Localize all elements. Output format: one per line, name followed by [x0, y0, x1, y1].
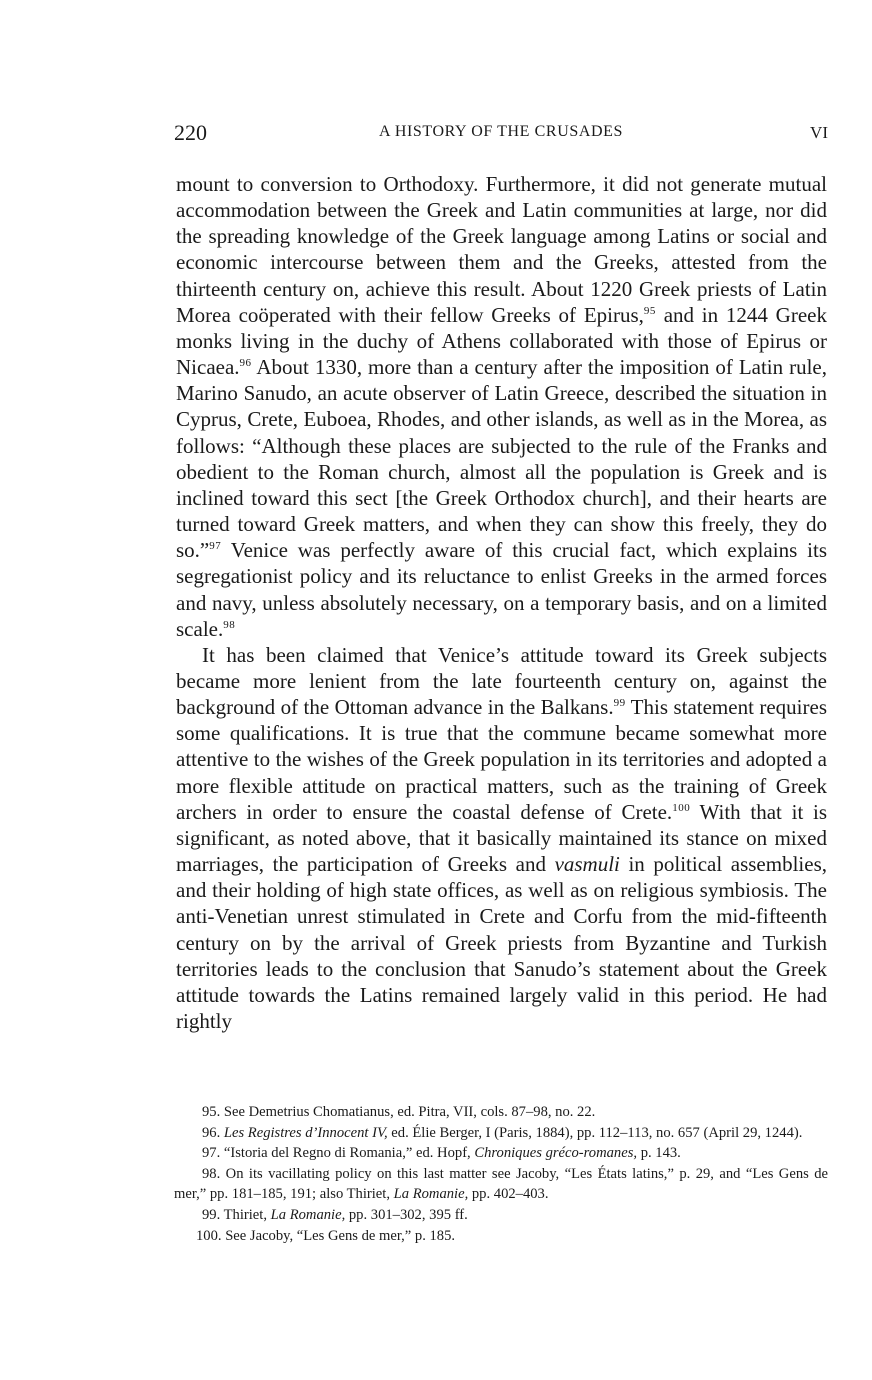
- footnote-text: 95. See Demetrius Chomatianus, ed. Pitra, VII, cols. 87–98, no. 22.: [202, 1104, 596, 1120]
- page-number: 220: [174, 120, 207, 145]
- text-run: It has been claimed that Venice’s attitude toward its Greek subjects became more lenient from the late fourteenth century on, against the background of the Ottoman advance in the Balkans.: [176, 642, 827, 720]
- text-run: About 1330, more than a century after the imposition of Latin rule, Marino Sanudo, an acute observer of Latin Greece, described the situation in Cyprus, Crete, Euboea, Rhodes, and other islands, as well as in the Morea, as follows: “Although these places are subjected to the rule of the Franks and obedient to the Roman church, almost all the population is Greek and is inclined toward this sect [the Greek Orthodox church], and their hearts are turned toward Greek matters, and when they can show this freely, they do so.”: [176, 355, 827, 563]
- footnote-title: La Romanie,: [270, 1206, 346, 1223]
- footnote-95: [174, 1102, 828, 1123]
- footnote-ref-99[interactable]: 99: [613, 697, 626, 710]
- running-title: A HISTORY OF THE CRUSADES: [378, 123, 624, 140]
- running-head: [174, 120, 828, 148]
- footnote-text: ed. Élie Berger, I (Paris, 1884), pp. 112–113, no. 657 (April 29, 1244).: [387, 1124, 803, 1141]
- footnote-96: [174, 1123, 828, 1144]
- footnote-text: pp. 402–403.: [468, 1186, 549, 1203]
- text-run: and in 1244 Greek monks living in the duchy of Athens collaborated with those of Epirus or Nicaea.: [176, 302, 827, 380]
- footnote-100: [174, 1226, 828, 1247]
- text-run: This statement requires some qualifications. It is true that the commune became somewhat more attentive to the wishes of the Greek population in its territories and adopted a more flexible attitude on practical matters, such as the training of Greek archers in order to ensure the coastal defense of Crete.: [176, 695, 828, 824]
- footnote-title: Chroniques gréco-romanes,: [474, 1145, 638, 1162]
- footnote-99: [174, 1205, 828, 1226]
- body-text: [176, 171, 827, 1034]
- text-run: in political assemblies, and their holding of high state offices, as well as on religious symbiosis. The anti-Venetian unrest stimulated in Crete and Corfu from the mid-fifteenth century on by the arrival of Greek priests from Byzantine and Turkish territories leads to the conclusion that Sanudo’s statement about the Greek attitude towards the Latins remained largely valid in this period. He had rightly: [176, 852, 827, 1033]
- footnote-text: 100. See Jacoby, “Les Gens de mer,” p. 185.: [196, 1227, 456, 1244]
- footnote-text: 97. “Istoria del Regno di Romania,” ed. Hopf,: [202, 1145, 475, 1162]
- text-run: Venice was perfectly aware of this crucial fact, which explains its segregationist policy and its reluctance to enlist Greeks in the armed forces and navy, unless absolutely necessary, on a temporary basis, and on a limited scale.: [176, 538, 827, 641]
- footnote-ref-96[interactable]: 96: [239, 357, 252, 370]
- footnote-title: Les Registres d’Innocent IV,: [223, 1124, 388, 1141]
- part-number: VI: [810, 123, 828, 142]
- footnote-text: pp. 301–302, 395 ff.: [345, 1206, 468, 1223]
- footnote-98: [174, 1164, 828, 1205]
- footnote-ref-95[interactable]: 95: [643, 304, 656, 317]
- paragraph-1: [176, 171, 827, 642]
- footnotes: [174, 1102, 828, 1246]
- footnote-97: [174, 1143, 828, 1164]
- footnote-ref-97[interactable]: 97: [209, 540, 222, 553]
- footnote-text: 96.: [202, 1124, 224, 1141]
- footnote-ref-100[interactable]: 100: [672, 801, 691, 814]
- text-run: With that it is significant, as noted above, that it basically maintained its stance on mixed marriages, the participation of Greeks and: [176, 799, 827, 877]
- footnote-ref-98[interactable]: 98: [223, 618, 236, 631]
- footnote-text: 99. Thiriet,: [202, 1206, 271, 1223]
- paragraph-2: [176, 642, 827, 1034]
- footnote-text: 98. On its vacillating policy on this last matter see Jacoby, “Les États latins,” p. 29, and “Les Gens de mer,” pp. 181–185, 191; also Thiriet,: [174, 1165, 828, 1203]
- text-run: mount to conversion to Orthodoxy. Furthermore, it did not generate mutual accommodation between the Greek and Latin communities at large, nor did the spreading knowledge of the Greek language among Latins or social and economic intercourse between them and the Greeks, attested from the thirteenth century on, achieve this result. About 1220 Greek priests of Latin Morea coöperated with their fellow Greeks of Epirus,: [176, 172, 827, 327]
- footnote-text: p. 143.: [637, 1145, 681, 1162]
- italic-term: vasmuli: [554, 852, 620, 877]
- footnote-title: La Romanie,: [393, 1186, 469, 1203]
